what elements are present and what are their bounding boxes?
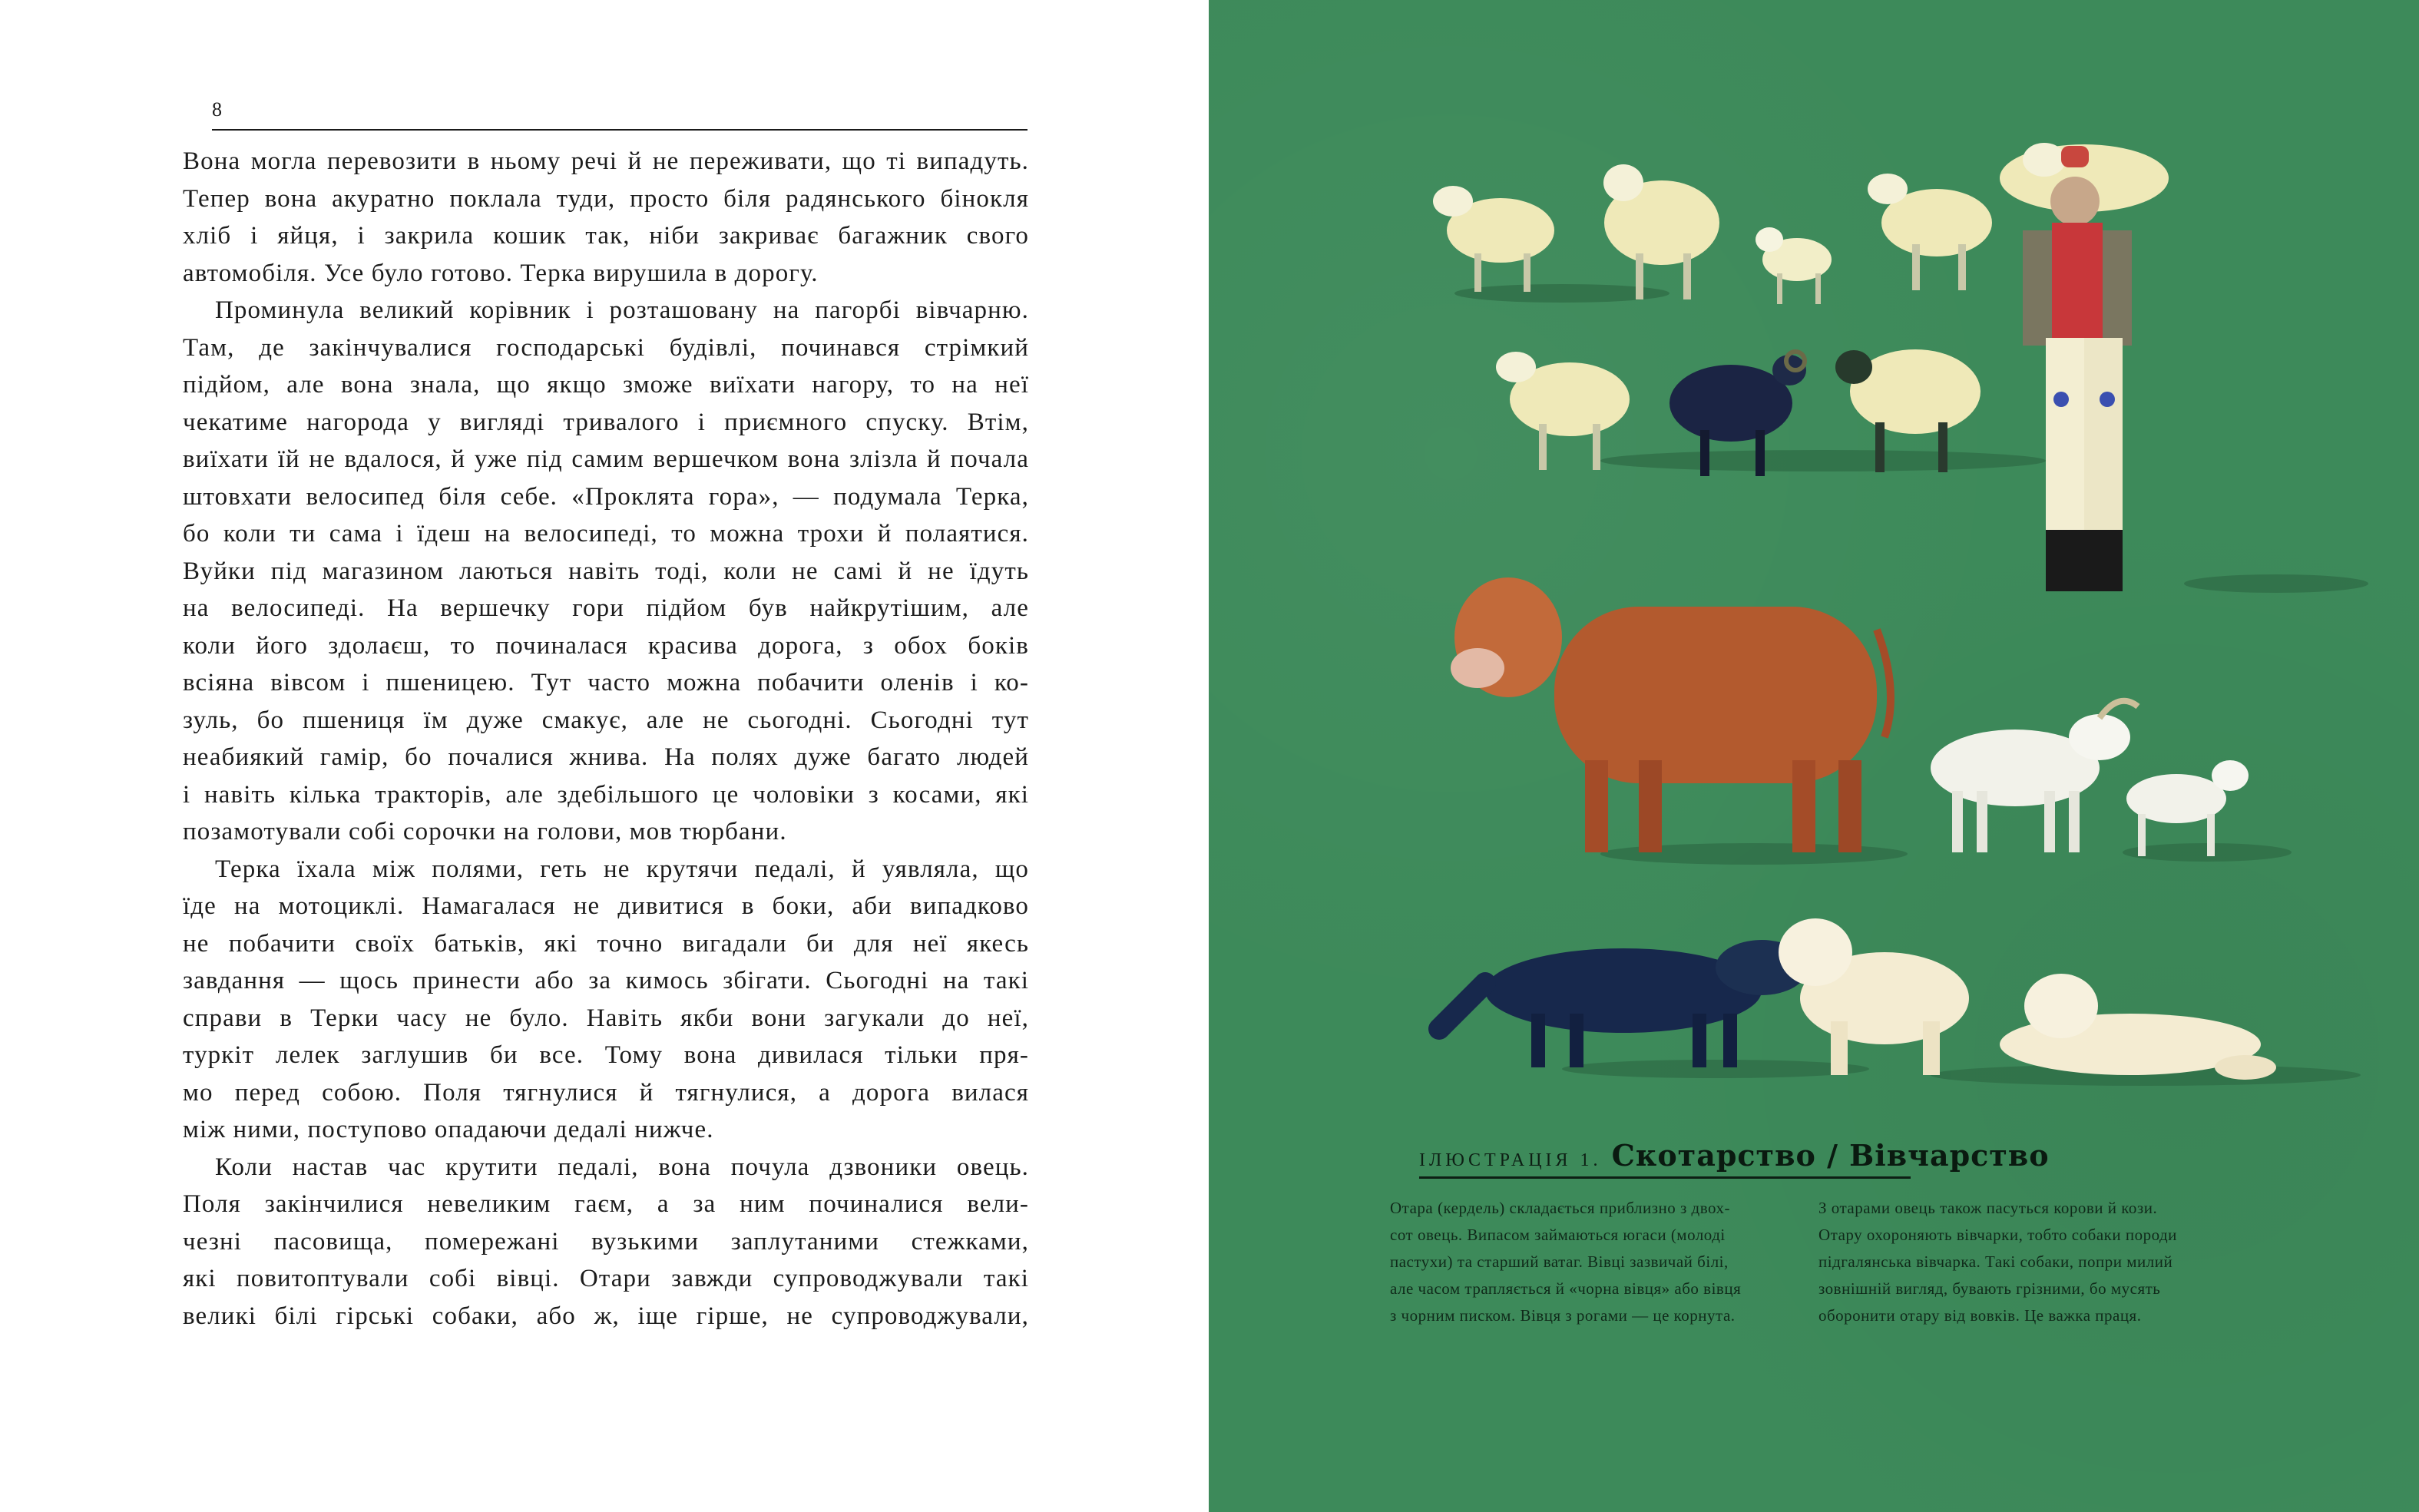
- body-line: Поля закінчилися невеликим гаєм, а за ним починалися вели-: [183, 1190, 1029, 1218]
- caption-description-line: але часом трапляється й «чорна вівця» або вівця: [1390, 1279, 1742, 1298]
- body-line: бо коли ти сама і їдеш на велосипеді, то можна трохи й полаятися.: [183, 520, 1029, 548]
- caption-description-right: [1818, 1195, 2218, 1329]
- caption-description-left: [1390, 1195, 1789, 1329]
- body-line: чекатиме нагорода у вигляді тривалого і приємного спуску. Втім,: [183, 408, 1029, 436]
- caption-description-line: зовнішній вигляд, бувають грізними, бо мусять: [1818, 1279, 2161, 1298]
- right-page: [1209, 0, 2419, 1512]
- sheep-3: [1868, 174, 1992, 290]
- lamb: [1756, 227, 1832, 304]
- caption-row: [1419, 1138, 2050, 1176]
- livestock-illustration: [1209, 0, 2419, 1136]
- body-line: туркіт лелек заглушив би все. Тому вона дивилася тільки пря-: [183, 1041, 1029, 1069]
- body-line: Тепер вона акуратно поклала туди, просто біля радянського бінокля: [183, 184, 1029, 213]
- caption-description-line: оборонити отару від вовків. Це важка праця.: [1818, 1306, 2142, 1325]
- body-line: завдання — щось принести або за кимось збігати. Сьогодні на такі: [183, 967, 1029, 994]
- body-line: Вона могла перевозити в ньому речі й не переживати, що ті випадуть.: [183, 147, 1029, 175]
- left-page: [0, 0, 1209, 1512]
- kid-goat: [2126, 760, 2249, 856]
- caption-rule: [1419, 1176, 1911, 1179]
- body-line: на велосипеді. На вершечку гори підйом був найкрутішим, але: [183, 594, 1029, 622]
- body-line: Там, де закінчувалися господарські будівлі, починався стрімкий: [183, 333, 1029, 362]
- body-line: виїхати їй не вдалося, й уже під самим вершечком вона злізла й почала: [183, 445, 1029, 473]
- caption-description-line: з чорним писком. Вівця з рогами — це корнута.: [1390, 1306, 1736, 1325]
- body-line: мо перед собою. Поля тягнулися й тягнулися, а дорога вилася: [183, 1078, 1029, 1107]
- caption-description-line: Отару охороняють вівчарки, тобто собаки породи: [1818, 1226, 2177, 1244]
- page-number: 8: [212, 98, 222, 121]
- body-line: великі білі гірські собаки, або ж, іще гірше, не супроводжували,: [183, 1302, 1029, 1330]
- body-text: [183, 143, 1029, 1335]
- body-line: підйом, але вона знала, що якщо зможе виїхати нагору, то на неї: [183, 371, 1029, 399]
- body-line: не побачити своїх батьків, які точно вигадали би для неї якесь: [183, 929, 1029, 958]
- body-line: Коли настав час крутити педалі, вона почула дзвоники овець.: [215, 1153, 1029, 1181]
- body-line: Вуйки під магазином лаються навіть тоді, коли не самі й не їдуть: [183, 557, 1029, 585]
- cow: [1451, 577, 1891, 852]
- body-line: чезні пасовища, помережані вузькими заплутаними стежками,: [183, 1227, 1029, 1256]
- body-line: штовхати велосипед біля себе. «Проклята гора», — подумала Терка,: [183, 482, 1029, 511]
- caption-description-line: Отара (кердель) складається приблизно з двох-: [1390, 1199, 1730, 1217]
- body-line: які повитоптували собі вівці. Отари завжди супроводжували такі: [183, 1265, 1029, 1292]
- body-line: коли його здолаєш, то починалася красива дорога, з обох боків: [183, 631, 1029, 660]
- caption-description-line: пастухи) та старший ватаг. Вівці зазвичай білі,: [1390, 1252, 1729, 1271]
- sheepdog-standing: [1779, 918, 1969, 1075]
- body-line: зуль, бо пшениця їм дуже смакує, але не сьогодні. Сьогодні тут: [183, 706, 1029, 734]
- header-rule: [212, 129, 1027, 131]
- body-line: всіяна вівсом і пшеницею. Тут часто можна побачити оленів і ко-: [183, 669, 1029, 696]
- caption-description-line: підгалянська вівчарка. Такі собаки, попри милий: [1818, 1252, 2173, 1271]
- wolf: [1439, 940, 1808, 1067]
- body-line: хліб і яйця, і закрила кошик так, ніби закриває багажник свого: [183, 222, 1029, 250]
- sheepdog-lying: [2000, 974, 2276, 1080]
- sheep-2: [1603, 164, 1719, 299]
- body-line: позамотували собі сорочки на голови, мов тюрбани.: [183, 818, 787, 845]
- caption-description-line: З отарами овець також пасуться корови й кози.: [1818, 1199, 2158, 1217]
- caption-label: ІЛЮСТРАЦІЯ 1.: [1419, 1150, 1602, 1170]
- body-line: і навіть кілька тракторів, але здебільшого це чоловіки з косами, які: [183, 780, 1029, 809]
- body-line: автомобіля. Усе було готово. Терка вирушила в дорогу.: [183, 259, 819, 287]
- body-line: неабиякий гамір, бо почалися жнива. На полях дуже багато людей: [183, 743, 1029, 771]
- caption-title: Скотарство / Вівчарство: [1611, 1138, 2050, 1173]
- body-line: їде на мотоциклі. Намагалася не дивитися в боки, аби випадково: [183, 892, 1029, 920]
- caption-description-line: сот овець. Випасом займаються югаси (молоді: [1390, 1226, 1726, 1244]
- sheep-1: [1433, 186, 1554, 292]
- body-line: Терка їхала між полями, геть не крутячи педалі, й уявляла, що: [215, 855, 1029, 883]
- goat: [1931, 701, 2138, 852]
- sheep-4: [1496, 352, 1630, 470]
- body-line: Проминула великий корівник і розташовану на пагорбі вівчарню.: [215, 296, 1029, 324]
- shepherd: [2000, 143, 2169, 591]
- body-line: між ними, поступово опадаючи дедалі нижче.: [183, 1116, 714, 1143]
- body-line: справи в Терки часу не було. Навіть якби вони загукали до неї,: [183, 1004, 1029, 1032]
